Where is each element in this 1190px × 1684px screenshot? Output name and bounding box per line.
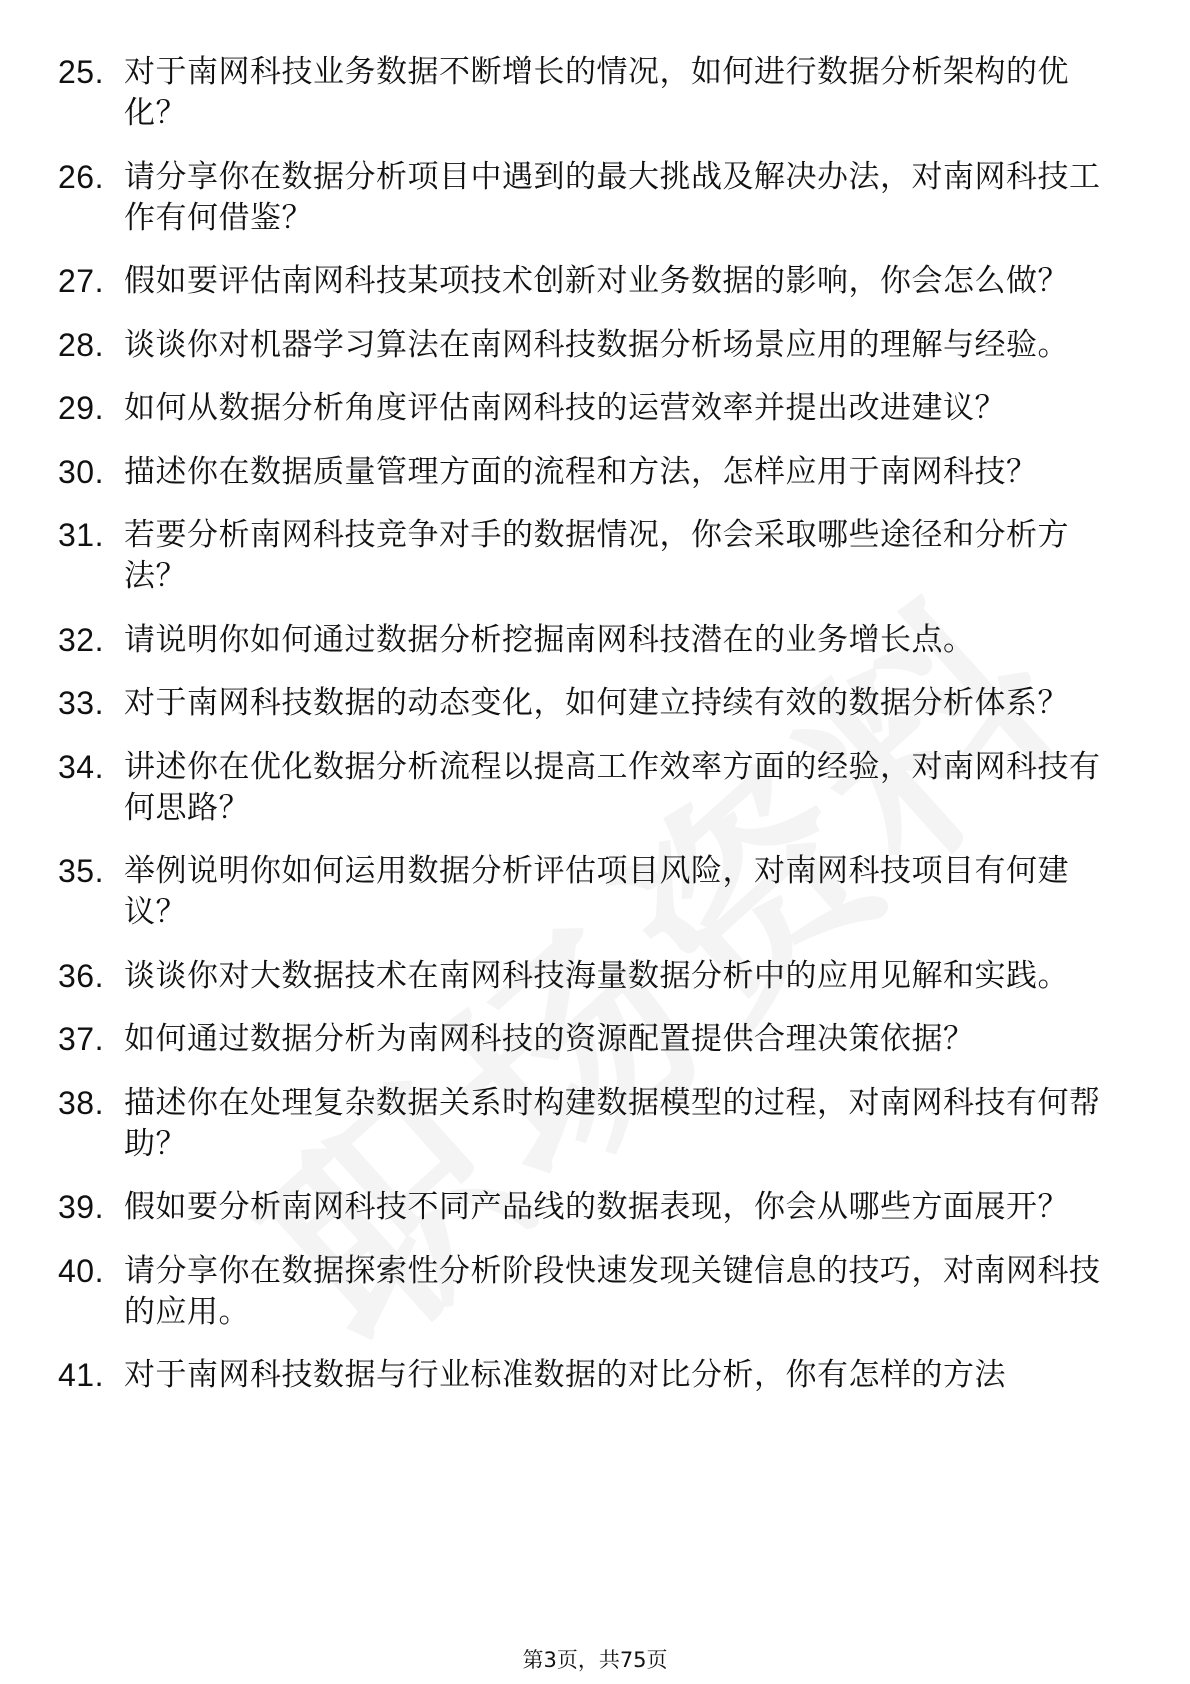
question-number: 41. xyxy=(58,1357,104,1393)
question-number: 37. xyxy=(58,1021,104,1057)
question-text: 请分享你在数据探索性分析阶段快速发现关键信息的技巧，对南网科技的应用。 xyxy=(124,1252,1101,1330)
question-text: 假如要分析南网科技不同产品线的数据表现，你会从哪些方面展开？ xyxy=(124,1189,1069,1225)
question-number: 32. xyxy=(58,621,104,658)
question-text: 若要分析南网科技竞争对手的数据情况，你会采取哪些途径和分析方法？ xyxy=(124,517,1069,594)
question-item xyxy=(58,956,1108,997)
question-number: 26. xyxy=(58,158,104,195)
question-number: 36. xyxy=(58,957,104,994)
question-text: 如何从数据分析角度评估南网科技的运营效率并提出改进建议？ xyxy=(124,390,1006,426)
question-text: 描述你在处理复杂数据关系时构建数据模型的过程，对南网科技有何帮助？ xyxy=(124,1084,1101,1162)
question-item xyxy=(58,52,1108,134)
question-number: 35. xyxy=(58,853,104,889)
question-text: 假如要评估南网科技某项技术创新对业务数据的影响，你会怎么做？ xyxy=(124,263,1069,299)
question-number: 39. xyxy=(58,1189,104,1225)
question-text: 对于南网科技数据的动态变化，如何建立持续有效的数据分析体系？ xyxy=(124,685,1069,721)
question-item xyxy=(58,1083,1108,1165)
question-text: 谈谈你对大数据技术在南网科技海量数据分析中的应用见解和实践。 xyxy=(124,957,1069,994)
question-list xyxy=(58,52,1108,1419)
question-number: 29. xyxy=(58,390,104,426)
question-text: 如何通过数据分析为南网科技的资源配置提供合理决策依据？ xyxy=(124,1021,975,1057)
question-number: 28. xyxy=(58,326,104,363)
question-item xyxy=(58,325,1108,366)
question-text: 描述你在数据质量管理方面的流程和方法，怎样应用于南网科技？ xyxy=(124,453,1038,490)
question-number: 25. xyxy=(58,54,104,90)
question-text: 对于南网科技数据与行业标准数据的对比分析，你有怎样的方法 xyxy=(124,1357,1006,1393)
question-item xyxy=(58,388,1108,429)
question-item xyxy=(58,157,1108,239)
question-text: 谈谈你对机器学习算法在南网科技数据分析场景应用的理解与经验。 xyxy=(124,326,1069,363)
question-number: 34. xyxy=(58,748,104,785)
question-item xyxy=(58,452,1108,493)
question-text: 请分享你在数据分析项目中遇到的最大挑战及解决办法，对南网科技工作有何借鉴？ xyxy=(124,158,1101,236)
question-text: 请说明你如何通过数据分析挖掘南网科技潜在的业务增长点。 xyxy=(124,621,975,658)
question-item xyxy=(58,1355,1108,1396)
question-item xyxy=(58,683,1108,724)
question-item xyxy=(58,747,1108,829)
question-number: 27. xyxy=(58,263,104,299)
question-item xyxy=(58,515,1108,597)
question-item xyxy=(58,851,1108,933)
question-number: 33. xyxy=(58,685,104,721)
question-item xyxy=(58,1019,1108,1060)
question-text: 举例说明你如何运用数据分析评估项目风险，对南网科技项目有何建议？ xyxy=(124,853,1069,930)
question-number: 30. xyxy=(58,453,104,490)
question-number: 40. xyxy=(58,1252,104,1289)
question-text: 对于南网科技业务数据不断增长的情况，如何进行数据分析架构的优化？ xyxy=(124,54,1069,131)
page-footer: 第3页，共75页 xyxy=(522,1648,668,1672)
question-item xyxy=(58,1187,1108,1228)
question-number: 38. xyxy=(58,1084,104,1121)
question-text: 讲述你在优化数据分析流程以提高工作效率方面的经验，对南网科技有何思路？ xyxy=(124,748,1101,826)
question-item xyxy=(58,620,1108,661)
question-item xyxy=(58,1251,1108,1333)
question-number: 31. xyxy=(58,517,104,553)
question-item xyxy=(58,261,1108,302)
